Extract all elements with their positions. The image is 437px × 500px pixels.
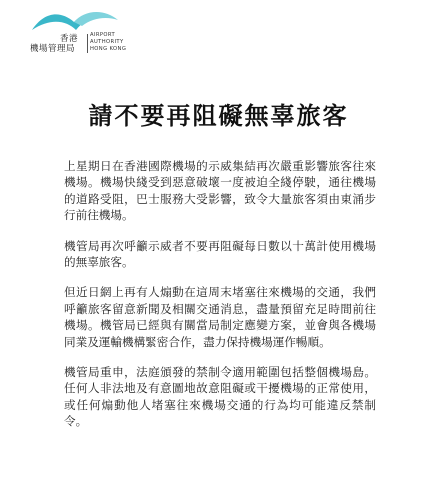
logo-name-cn-line1: 香港 — [60, 34, 79, 44]
logo-divider — [87, 34, 88, 53]
header — [30, 8, 230, 54]
paragraph: 機管局重申，法庭頒發的禁制令適用範圍包括整個機場島。任何人非法地及有意圖地故意阻礙或干擾機場的正常使用，或任何煽動他人堵塞往來機場交通的行為均可能違反禁制令。 — [64, 365, 376, 429]
paragraph: 上星期日在香港國際機場的示威集結再次嚴重影響旅客往來機場。機場快綫受到惡意破壞一度被迫全綫停駛，通往機場的道路受阻，巴士服務大受影響，致令大量旅客須由東涌步行前往機場。 — [64, 159, 376, 223]
paragraph: 機管局再次呼籲示威者不要再阻礙每日數以十萬計使用機場的無辜旅客。 — [64, 238, 376, 270]
paragraph: 但近日網上再有人煽動在這周末堵塞往來機場的交通，我們呼籲旅客留意新聞及相關交通消息，盡量預留充足時間前往機場。機管局已經與有關當局制定應變方案，並會與各機場同業及運輸機構緊密合作，盡力保持機場運作暢順。 — [64, 285, 376, 349]
logo-name-en-line1: AIRPORT — [90, 32, 116, 38]
document-title: 請不要再阻礙無辜旅客 — [88, 102, 349, 130]
logo-name-en — [90, 32, 160, 52]
logo-name-en-line3: HONG KONG — [90, 45, 127, 52]
logo-name-cn — [30, 34, 86, 54]
logo-name-en-line2: AUTHORITY — [90, 38, 124, 45]
document-body — [64, 158, 376, 444]
logo-name-cn-line2: 機場管理局 — [30, 44, 76, 54]
